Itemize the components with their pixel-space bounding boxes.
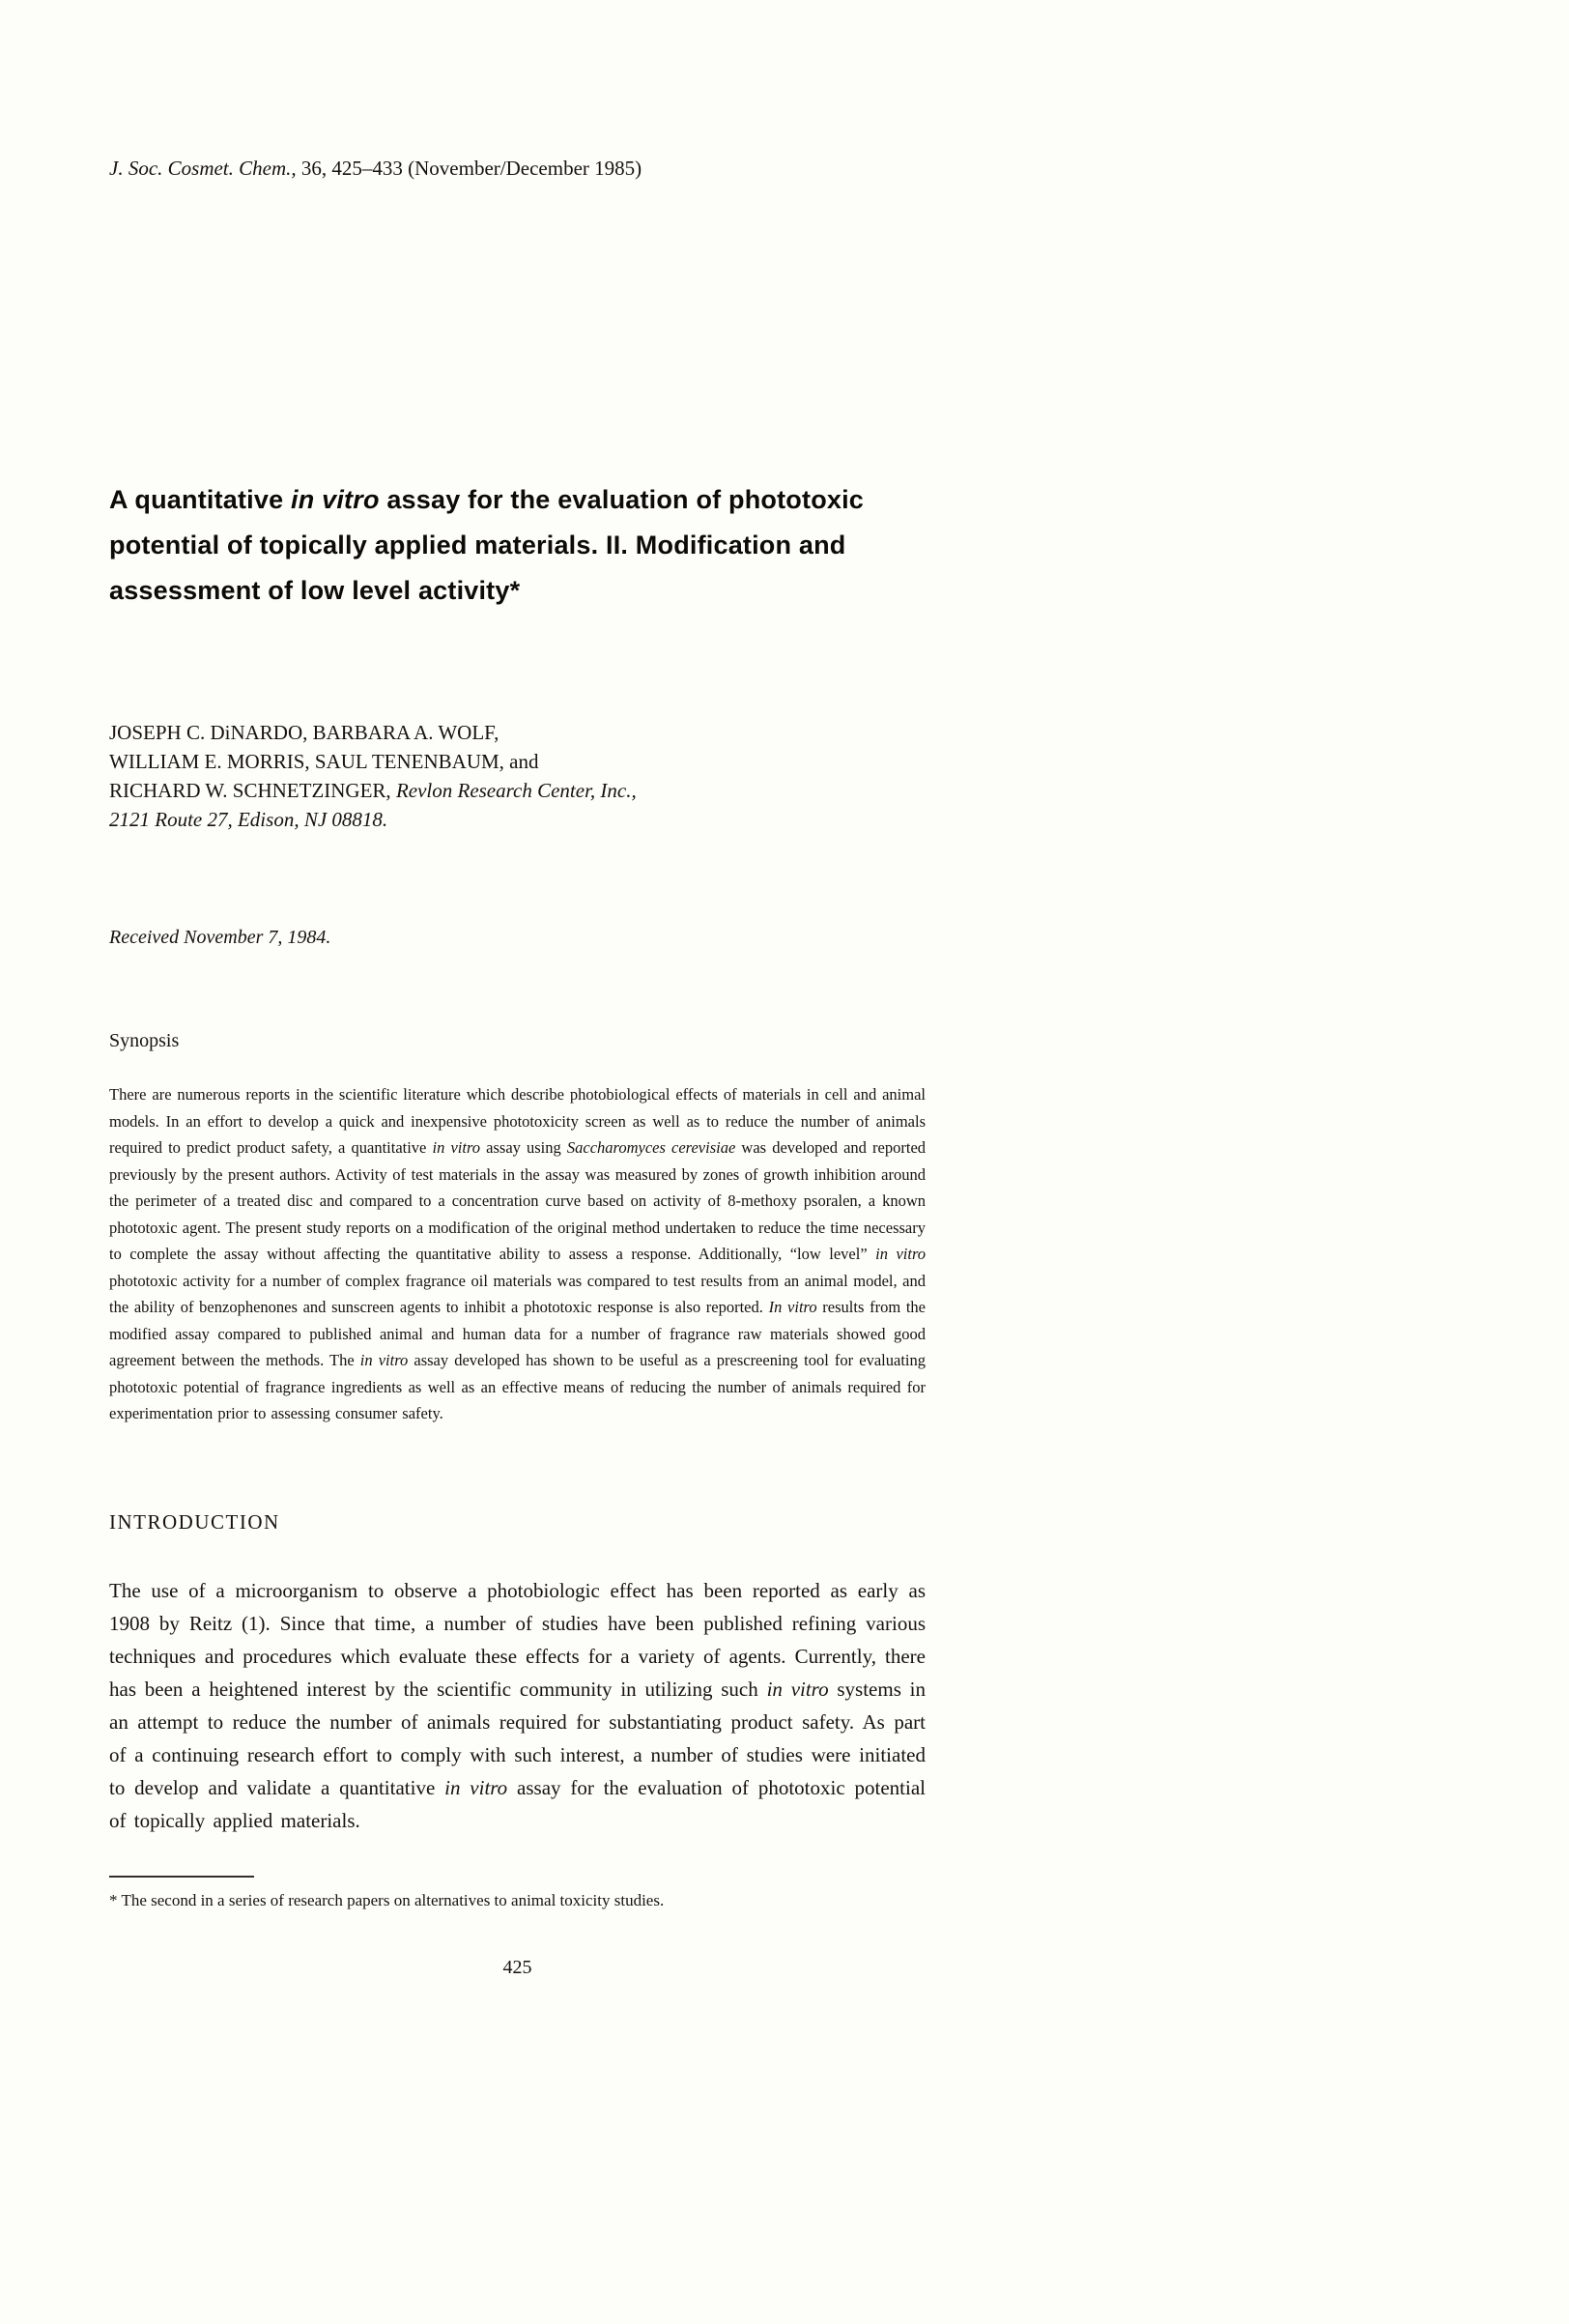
title-line-2: potential of topically applied materials. II. Modification and bbox=[109, 531, 846, 559]
footnote-text: * The second in a series of research papers on alternatives to animal toxicity studies. bbox=[109, 1890, 665, 1909]
title-line-1: A quantitative in vitro assay for the evaluation of phototoxic bbox=[109, 485, 865, 514]
introduction-text: The use of a microorganism to observe a photobiologic effect has been reported as early as 1908 by Reitz (1). Since that time, a number of studies have been published refining various techniques and procedures which evaluate these effects for a variety of agents. Currently, there has been a heightened interest by the scientific community in utilizing such in vitro systems in an attempt to reduce the number of animals required for substantiating product safety. As part of a continuing research effort to comply with such interest, a number of studies were initiated to develop and validate a quantitative in vitro assay for the evaluation of phototoxic potential of topically applied materials. bbox=[109, 1578, 927, 1832]
synopsis-heading: Synopsis bbox=[109, 1030, 180, 1051]
paper-title bbox=[109, 477, 926, 614]
author-line-4: 2121 Route 27, Edison, NJ 08818. bbox=[109, 808, 388, 831]
introduction-heading: INTRODUCTION bbox=[109, 1509, 280, 1534]
page-number: 425 bbox=[502, 1956, 532, 1978]
received-line: Received November 7, 1984. bbox=[109, 927, 331, 948]
authors-block bbox=[109, 718, 926, 834]
synopsis-text: There are numerous reports in the scientific literature which describe photobiological effects of materials in cell and animal models. In an effort to develop a quick and inexpensive phototoxicity screen as well as to reduce the number of animals required to predict product safety, a quantitative in vitro assay using Saccharomyces cerevisiae was developed and reported previously by the present authors. Activity of test materials in the assay was measured by zones of growth inhibition around the perimeter of a treated disc and compared to a concentration curve based on activity of 8-methoxy psoralen, a known phototoxic agent. The present study reports on a modification of the original method undertaken to reduce the time necessary to complete the assay without affecting the quantitative ability to assess a response. Additionally, “low level” in vitro phototoxic activity for a number of complex fragrance oil materials was compared to test results from an animal model, and the ability of benzophenones and sunscreen agents to inhibit a phototoxic response is also reported. In vitro results from the modified assay compared to published animal and human data for a number of fragrance raw materials showed good agreement between the methods. The in vitro assay developed has shown to be useful as a prescreening tool for evaluating phototoxic potential of fragrance ingredients as well as an effective means of reducing the number of animals required for experimentation prior to assessing consumer safety. bbox=[109, 1085, 927, 1422]
journal-citation: J. Soc. Cosmet. Chem., 36, 425–433 (November/December 1985) bbox=[109, 157, 642, 180]
title-line-3: assessment of low level activity* bbox=[109, 576, 521, 605]
author-line-2: WILLIAM E. MORRIS, SAUL TENENBAUM, and bbox=[109, 750, 539, 773]
text-column bbox=[109, 0, 926, 1980]
footnote-divider bbox=[109, 1876, 254, 1878]
author-line-3: RICHARD W. SCHNETZINGER, Revlon Research Center, Inc., bbox=[109, 779, 637, 802]
author-line-1: JOSEPH C. DiNARDO, BARBARA A. WOLF, bbox=[109, 721, 499, 744]
